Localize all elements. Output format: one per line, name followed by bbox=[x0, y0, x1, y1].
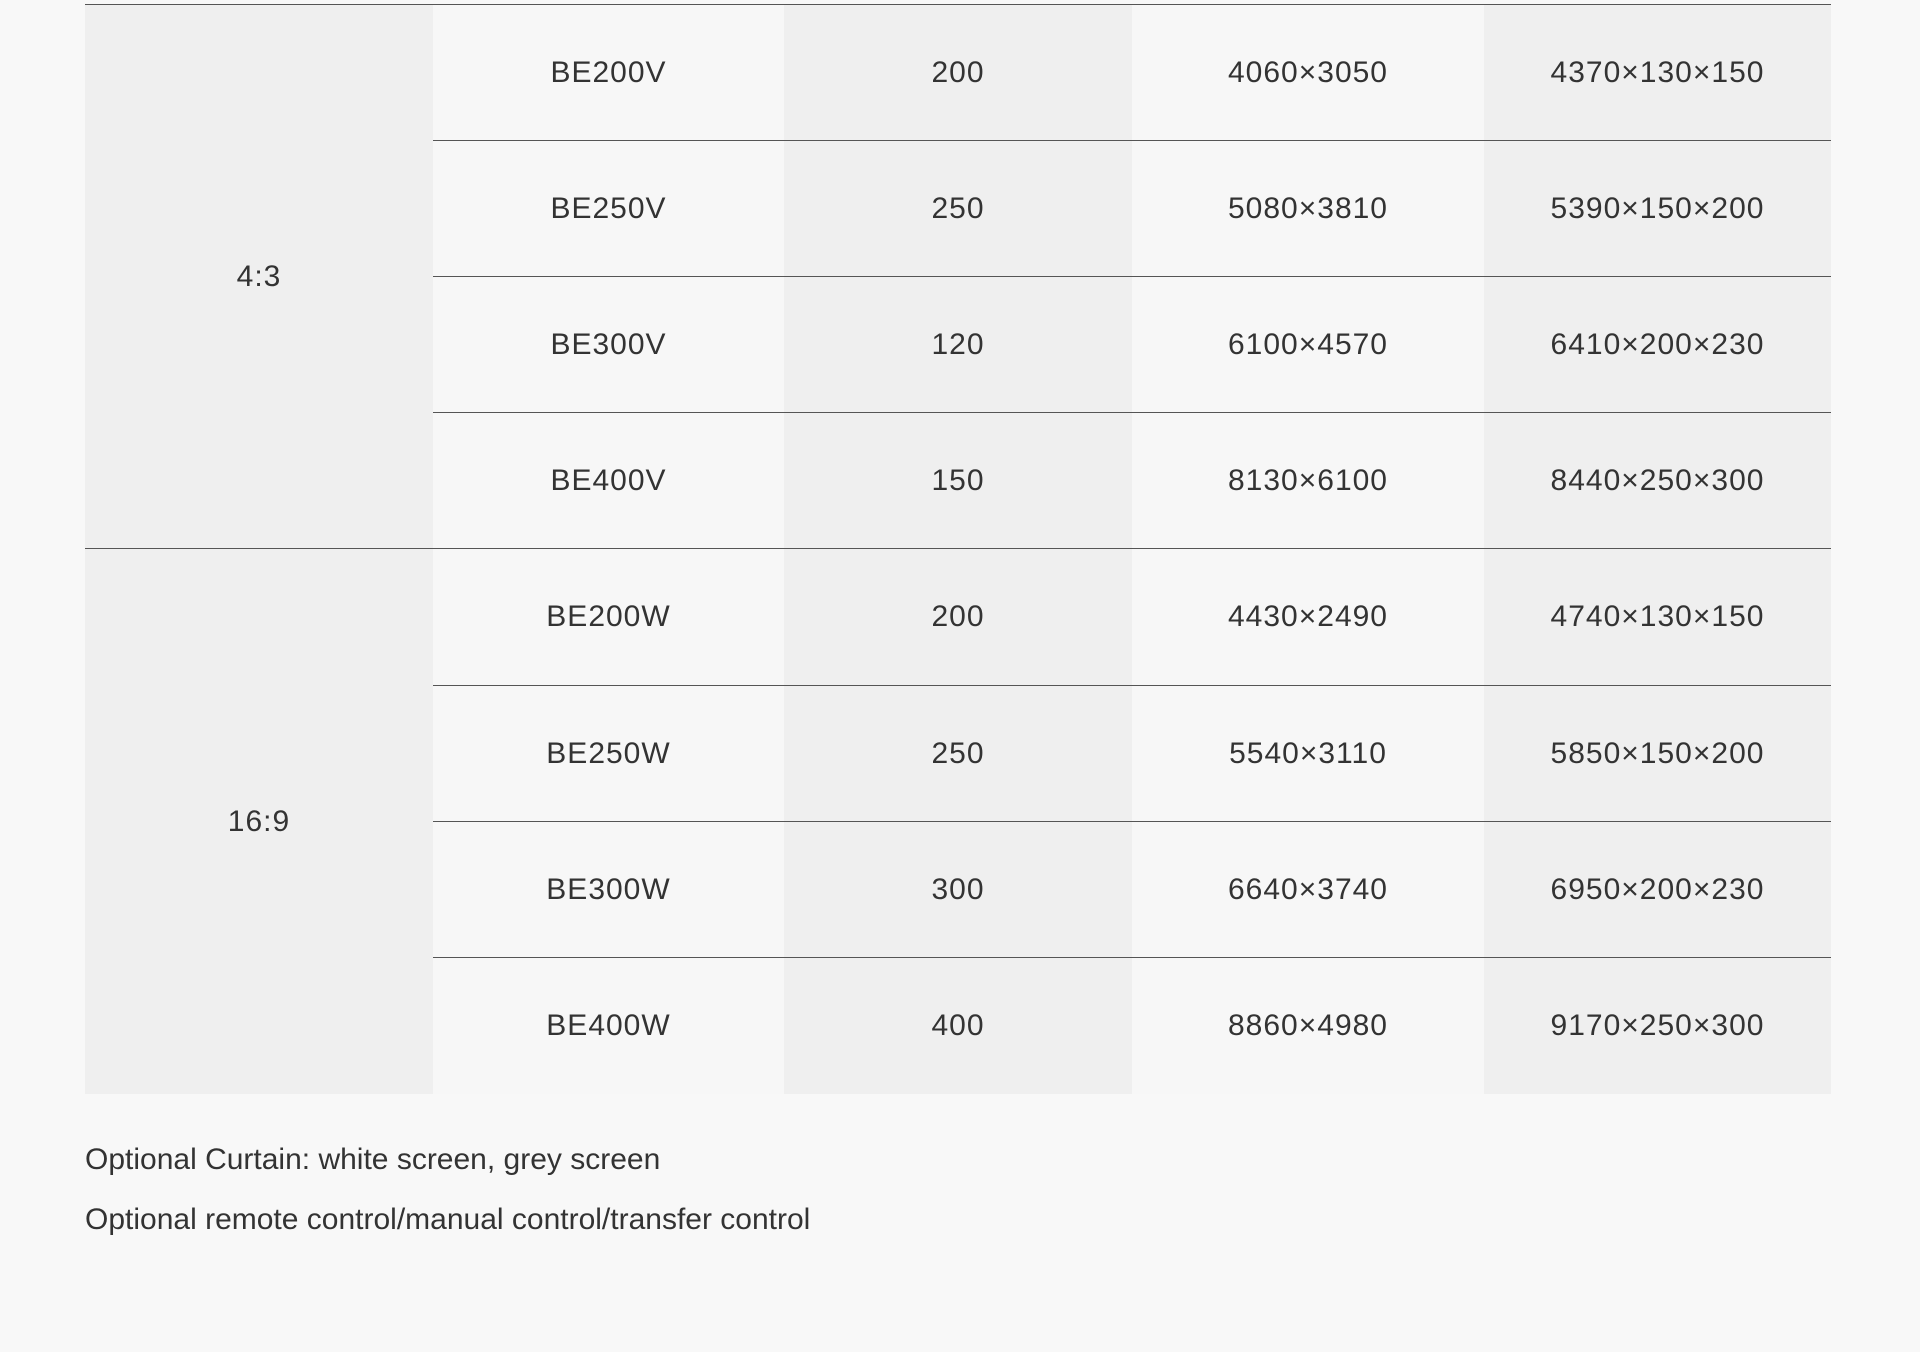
size-cell: 120 bbox=[784, 277, 1132, 413]
package-cell: 8440×250×300 bbox=[1484, 413, 1831, 549]
package-cell: 4370×130×150 bbox=[1484, 5, 1831, 141]
dimension-cell: 5540×3110 bbox=[1132, 686, 1484, 822]
package-cell: 6950×200×230 bbox=[1484, 822, 1831, 958]
model-cell: BE250W bbox=[433, 686, 784, 822]
model-cell: BE400V bbox=[433, 413, 784, 549]
package-cell: 5850×150×200 bbox=[1484, 686, 1831, 822]
table-row bbox=[85, 549, 1831, 686]
package-cell: 5390×150×200 bbox=[1484, 141, 1831, 277]
model-cell: BE250V bbox=[433, 141, 784, 277]
size-cell: 200 bbox=[784, 5, 1132, 141]
curtain-note: Optional Curtain: white screen, grey screen bbox=[85, 1143, 661, 1176]
ratio-cell: 16:9 bbox=[85, 549, 433, 1095]
dimension-cell: 4060×3050 bbox=[1132, 5, 1484, 141]
dimension-cell: 5080×3810 bbox=[1132, 141, 1484, 277]
spec-table bbox=[85, 4, 1831, 1094]
ratio-cell: 4:3 bbox=[85, 5, 433, 549]
dimension-cell: 6100×4570 bbox=[1132, 277, 1484, 413]
dimension-cell: 4430×2490 bbox=[1132, 549, 1484, 686]
size-cell: 300 bbox=[784, 822, 1132, 958]
size-cell: 250 bbox=[784, 141, 1132, 277]
size-cell: 200 bbox=[784, 549, 1132, 686]
control-note: Optional remote control/manual control/transfer control bbox=[85, 1203, 811, 1236]
table-row bbox=[85, 5, 1831, 141]
package-cell: 6410×200×230 bbox=[1484, 277, 1831, 413]
notes bbox=[85, 1130, 810, 1250]
dimension-cell: 6640×3740 bbox=[1132, 822, 1484, 958]
size-cell: 150 bbox=[784, 413, 1132, 549]
size-cell: 400 bbox=[784, 958, 1132, 1095]
size-cell: 250 bbox=[784, 686, 1132, 822]
model-cell: BE200W bbox=[433, 549, 784, 686]
model-cell: BE200V bbox=[433, 5, 784, 141]
model-cell: BE300V bbox=[433, 277, 784, 413]
package-cell: 9170×250×300 bbox=[1484, 958, 1831, 1095]
model-cell: BE300W bbox=[433, 822, 784, 958]
dimension-cell: 8860×4980 bbox=[1132, 958, 1484, 1095]
dimension-cell: 8130×6100 bbox=[1132, 413, 1484, 549]
model-cell: BE400W bbox=[433, 958, 784, 1095]
package-cell: 4740×130×150 bbox=[1484, 549, 1831, 686]
